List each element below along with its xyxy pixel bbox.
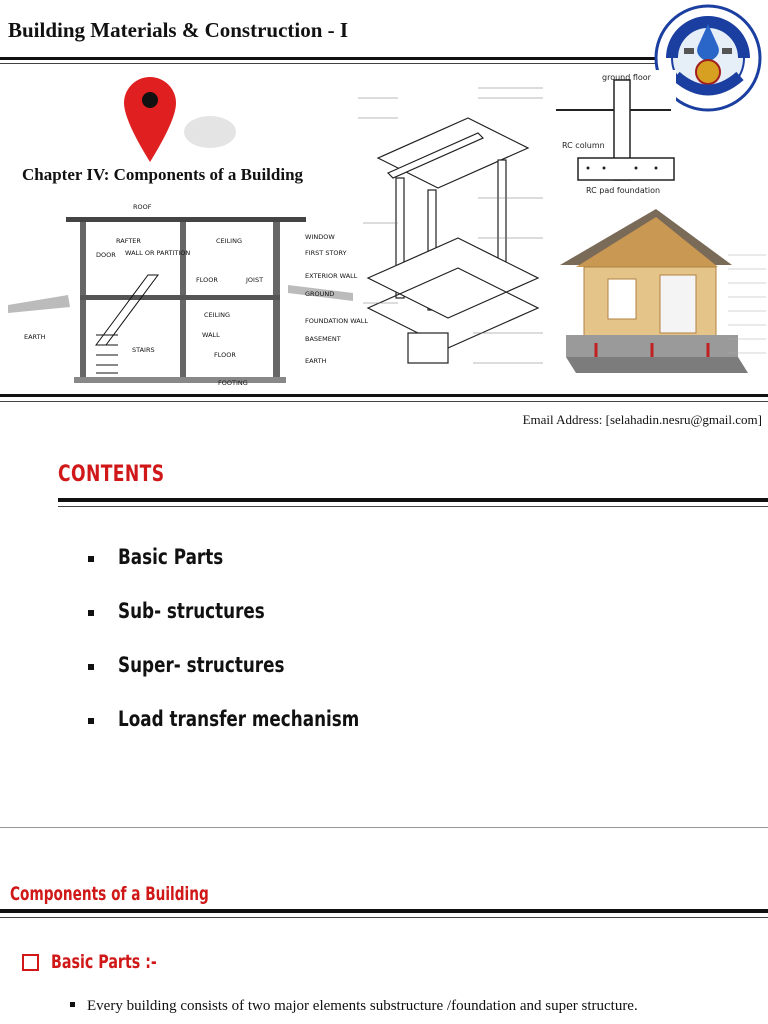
section-label: CEILING — [216, 237, 242, 245]
section-label: DOOR — [96, 251, 116, 259]
section-label: WINDOW — [305, 233, 335, 241]
section-label: FOOTING — [218, 379, 248, 387]
section-label: ROOF — [133, 203, 152, 211]
email-address: Email Address: [selahadin.nesru@gmail.com] — [522, 412, 762, 427]
bullet-icon — [88, 664, 94, 670]
basic-parts-heading: Basic Parts :- — [22, 951, 192, 973]
section-label: FLOOR — [214, 351, 236, 359]
course-title: Building Materials & Construction - I — [8, 18, 349, 42]
column-label: ground floor — [602, 73, 651, 82]
chapter-title: Chapter IV: Components of a Building — [22, 165, 304, 184]
figure-divider-thin — [0, 401, 768, 402]
section-divider — [0, 909, 768, 913]
column-foundation-diagram — [556, 70, 676, 200]
header-divider-thin — [0, 63, 660, 64]
section-label: GROUND — [305, 290, 335, 298]
bullet-icon — [70, 1002, 75, 1007]
section-label: EARTH — [305, 357, 327, 365]
section-label: WALL — [202, 331, 220, 339]
section-label: EARTH — [24, 333, 46, 341]
section-label: FOUNDATION WALL — [305, 317, 369, 325]
body-bullet: Every building consists of two major elements substructure /foundation and super structure. — [70, 998, 638, 1015]
section-label: WALL OR PARTITION — [125, 249, 191, 257]
section-heading: Components of a Building — [10, 883, 209, 905]
contents-heading: CONTENTS — [58, 462, 165, 487]
contents-divider-thin — [58, 506, 768, 507]
timber-house-photo — [548, 205, 768, 390]
section-label: FLOOR — [196, 276, 218, 284]
section-label: BASEMENT — [305, 335, 341, 343]
figure-divider — [0, 394, 768, 397]
slide-separator — [0, 827, 768, 828]
checkbox-bullet-icon — [22, 954, 39, 971]
section-label: EXTERIOR WALL — [305, 272, 358, 280]
section-label: RAFTER — [116, 237, 141, 245]
bullet-icon — [88, 718, 94, 724]
bullet-icon — [88, 556, 94, 562]
load-transfer-frame-diagram — [358, 78, 550, 390]
section-label: STAIRS — [132, 346, 155, 354]
section-label: JOIST — [246, 276, 264, 284]
building-section-diagram — [8, 195, 369, 390]
map-pin-icon — [110, 70, 240, 165]
section-label: FIRST STORY — [305, 249, 347, 257]
contents-divider — [58, 498, 768, 502]
section-label: CEILING — [204, 311, 230, 319]
header-divider — [0, 57, 660, 60]
section-divider-thin — [0, 917, 768, 918]
column-label: RC column — [562, 141, 605, 150]
bullet-icon — [88, 610, 94, 616]
column-label: RC pad foundation — [586, 186, 661, 195]
